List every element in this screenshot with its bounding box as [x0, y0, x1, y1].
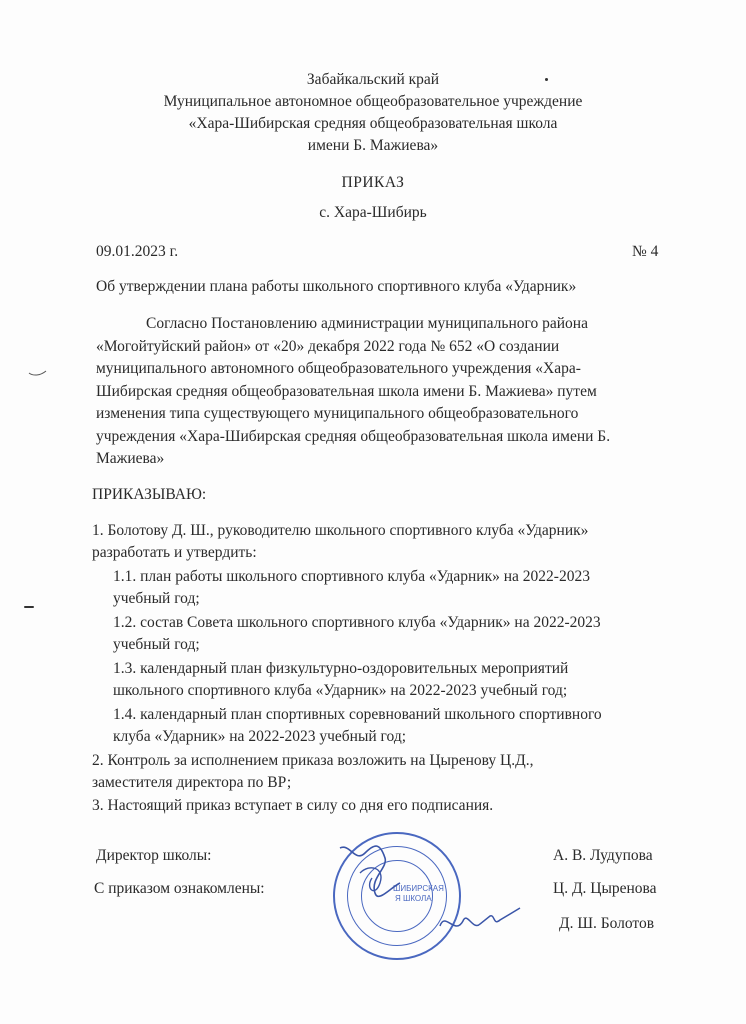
institution-line-3: имени Б. Мажиева» — [307, 137, 439, 154]
preamble-line-4: Шибирская средняя общеобразовательная школа имени Б. Мажиева» путем — [96, 383, 597, 400]
region-line: Забайкальский край — [306, 71, 440, 88]
subitem-1-3-line-1: 1.3. календарный план физкультурно-оздоровительных мероприятий — [113, 660, 569, 677]
institution-line-2: «Хара-Шибирская средняя общеобразовательная школа — [188, 115, 558, 132]
item-1-line-1: 1. Болотову Д. Ш., руководителю школьного спортивного клуба «Ударник» — [92, 522, 589, 539]
order-place: с. Хара-Шибирь — [319, 204, 427, 221]
director-name: А. В. Лудупова — [553, 847, 653, 864]
subitem-1-4-line-2: клуба «Ударник» на 2022-2023 учебный год; — [113, 728, 407, 745]
director-signature — [330, 838, 430, 918]
subitem-1-2-line-2: учебный год; — [113, 636, 200, 653]
subitem-1-1-line-2: учебный год; — [113, 590, 200, 607]
acquainted-label: С приказом ознакомлены: — [94, 880, 265, 897]
stamp-text-1: ШИБИРСКАЯ — [393, 884, 444, 893]
order-date: 09.01.2023 г. — [96, 243, 179, 260]
item-1-line-2: разработать и утвердить: — [92, 544, 257, 561]
scan-mark — [24, 606, 34, 608]
preamble-line-7: Мажиева» — [96, 450, 165, 467]
acquainted-name-1: Ц. Д. Цыренова — [553, 880, 657, 897]
order-number: № 4 — [632, 243, 659, 260]
acquainted-name-2: Д. Ш. Болотов — [559, 915, 655, 932]
preamble-line-3: муниципального автономного общеобразовательного учреждения «Хара- — [96, 360, 581, 377]
preamble-line-5: изменения типа существующего муниципального общеобразовательного — [96, 405, 579, 422]
preamble-line-1: Согласно Постановлению администрации муниципального района — [146, 315, 588, 332]
margin-mark — [28, 368, 48, 378]
subitem-1-1-line-1: 1.1. план работы школьного спортивного клуба «Ударник» на 2022-2023 — [113, 568, 590, 585]
subitem-1-2-line-1: 1.2. состав Совета школьного спортивного клуба «Ударник» на 2022-2023 — [113, 614, 601, 631]
scan-speck — [545, 78, 548, 81]
stamp-text-2: Я ШКОЛА — [395, 894, 432, 903]
acquaintance-signature — [435, 896, 525, 941]
order-word: ПРИКАЗЫВАЮ: — [92, 486, 207, 503]
subitem-1-4-line-1: 1.4. календарный план спортивных соревнований школьного спортивного — [113, 706, 602, 723]
item-3: 3. Настоящий приказ вступает в силу со дня его подписания. — [92, 797, 494, 814]
item-2-line-1: 2. Контроль за исполнением приказа возложить на Цыренову Ц.Д., — [92, 752, 534, 769]
item-2-line-2: заместителя директора по ВР; — [92, 774, 292, 791]
preamble-line-2: «Могойтуйский район» от «20» декабря 2022 года № 652 «О создании — [96, 338, 560, 355]
order-title: ПРИКАЗ — [341, 174, 405, 191]
order-subject: Об утверждении плана работы школьного спортивного клуба «Ударник» — [96, 278, 577, 295]
institution-line-1: Муниципальное автономное общеобразовательное учреждение — [163, 93, 583, 110]
subitem-1-3-line-2: школьного спортивного клуба «Ударник» на 2022-2023 учебный год; — [113, 682, 568, 699]
director-label: Директор школы: — [96, 847, 212, 864]
preamble-line-6: учреждения «Хара-Шибирская средняя общеобразовательная школа имени Б. — [96, 428, 611, 445]
